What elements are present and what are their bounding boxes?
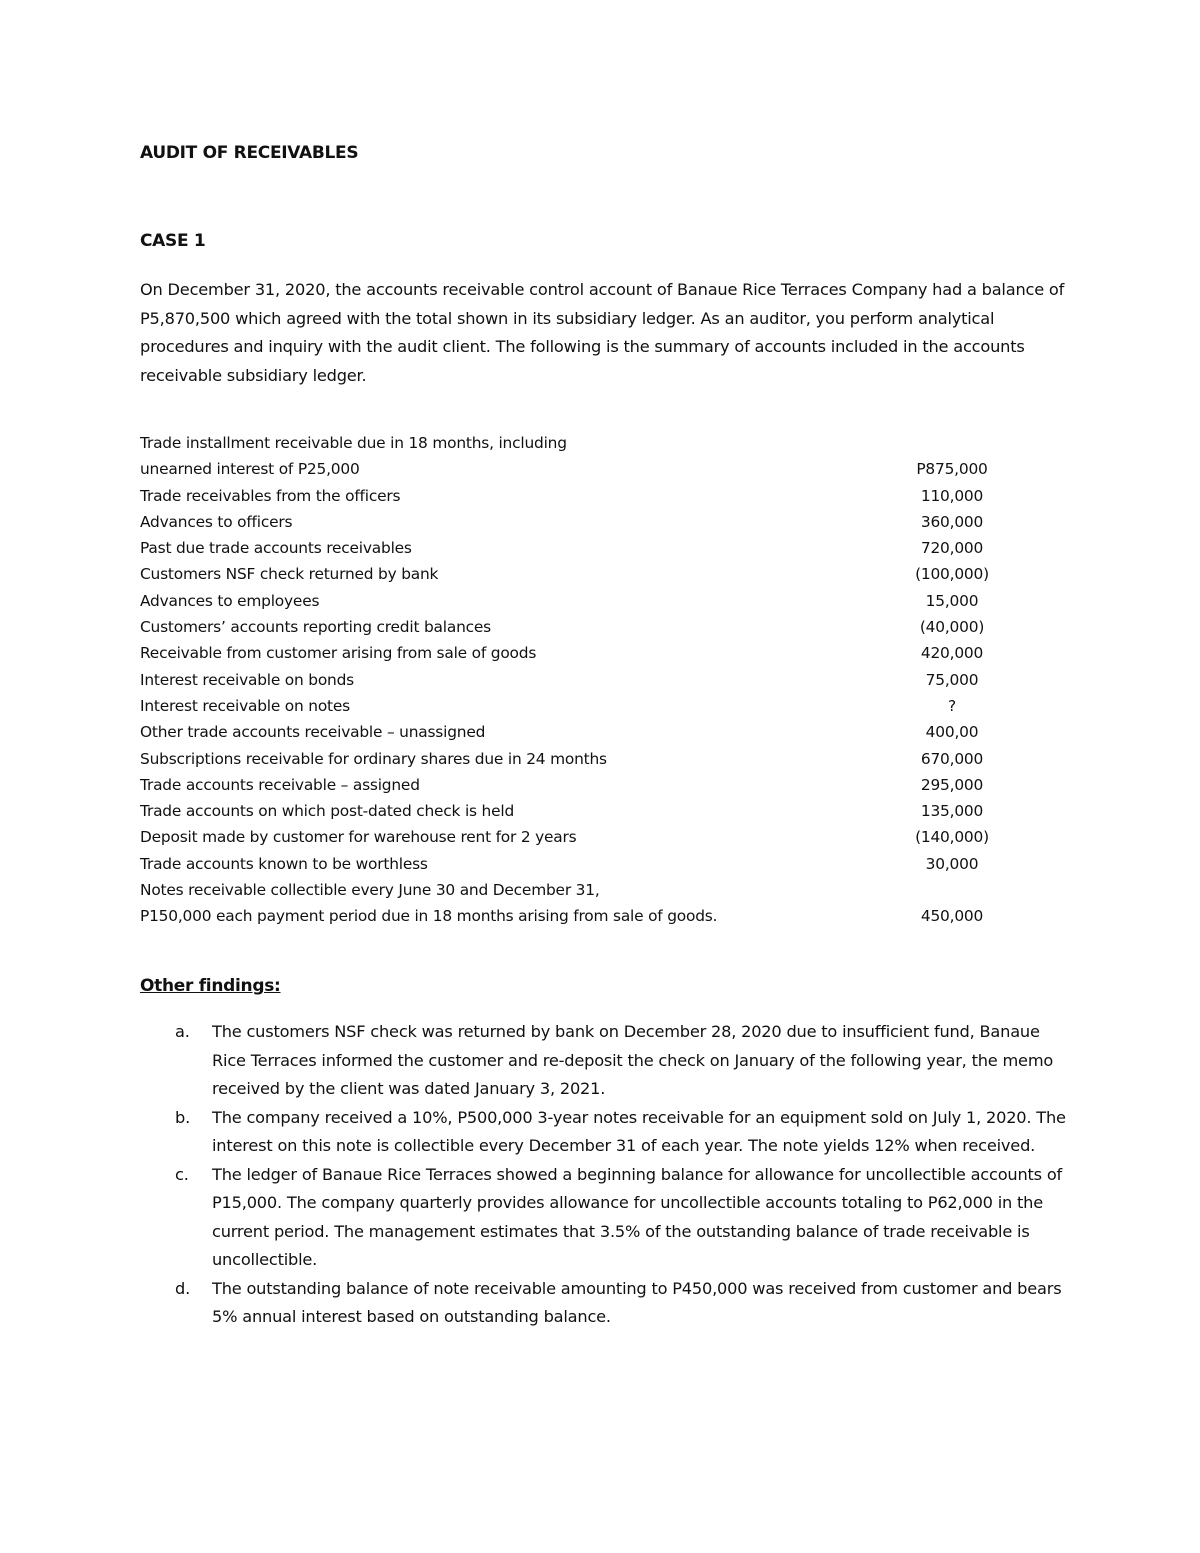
ledger-row — [140, 824, 1020, 850]
finding-letter: d. — [175, 1278, 191, 1298]
ledger-amount: 400,00 — [925, 723, 979, 742]
ledger-label: Notes receivable collectible every June 30 and December 31, — [140, 881, 600, 900]
intro-paragraph: On December 31, 2020, the accounts receivable control account of Banaue Rice Terraces Company had a balance of P5,870,500 which agreed with the total shown in its subsidiary ledger. As an auditor, you perform analytical procedures and inquiry with the audit client. The following is the summary of accounts included in the accounts receivable subsidiary ledger. — [140, 280, 1065, 386]
case-heading: CASE 1 — [140, 231, 206, 251]
ledger-amount: 670,000 — [920, 749, 984, 768]
ledger-row — [140, 640, 1020, 666]
finding-item — [140, 1275, 1070, 1332]
ledger-row — [140, 798, 1020, 824]
ledger-label: Advances to officers — [140, 512, 293, 531]
ledger-label: P150,000 each payment period due in 18 months arising from sale of goods. — [140, 907, 718, 926]
ledger-label: Advances to employees — [140, 591, 320, 610]
ledger-row — [140, 430, 1020, 456]
ledger-label: Deposit made by customer for warehouse rent for 2 years — [140, 828, 577, 847]
other-findings-heading: Other findings: — [140, 976, 281, 996]
finding-text: The customers NSF check was returned by bank on December 28, 2020 due to insufficient fund, Banaue Rice Terraces informed the customer and re-deposit the check on January of the following year, the memo received by the client was dated January 3, 2021. — [212, 1022, 1054, 1098]
ledger-label: Customers’ accounts reporting credit balances — [140, 618, 491, 637]
ledger-row — [140, 588, 1020, 614]
finding-text: The ledger of Banaue Rice Terraces showed a beginning balance for allowance for uncollectible accounts of P15,000. The company quarterly provides allowance for uncollectible accounts totaling to P62,000 in the current period. The management estimates that 3.5% of the outstanding balance of trade receivable is uncollectible. — [212, 1164, 1063, 1269]
ledger-row — [140, 693, 1020, 719]
ledger-amount: 15,000 — [925, 591, 979, 610]
ledger-label: Trade accounts receivable – assigned — [140, 775, 420, 794]
ledger-row — [140, 535, 1020, 561]
finding-text: The outstanding balance of note receivable amounting to P450,000 was received from customer and bears 5% annual interest based on outstanding balance. — [212, 1278, 1062, 1326]
ledger-label: Past due trade accounts receivables — [140, 539, 412, 558]
ledger-label: Interest receivable on notes — [140, 696, 350, 715]
findings-list — [140, 1018, 1070, 1332]
finding-item — [140, 1018, 1070, 1104]
finding-item — [140, 1161, 1070, 1275]
ledger-amount: 75,000 — [925, 670, 979, 689]
ledger-amount: 450,000 — [920, 907, 984, 926]
ledger-amount: 360,000 — [920, 512, 984, 531]
ledger-amount: (140,000) — [915, 828, 989, 847]
ledger-row — [140, 851, 1020, 877]
finding-text: The company received a 10%, P500,000 3-year notes receivable for an equipment sold on July 1, 2020. The interest on this note is collectible every December 31 of each year. The note yields 12% when received. — [212, 1107, 1066, 1155]
ledger-amount: ? — [948, 696, 956, 715]
ledger-row — [140, 667, 1020, 693]
ledger-label: Trade accounts known to be worthless — [140, 854, 428, 873]
ledger-row — [140, 746, 1020, 772]
ledger-row — [140, 877, 1020, 903]
ledger-amount: 30,000 — [925, 854, 979, 873]
ledger-row — [140, 903, 1020, 929]
ledger-row — [140, 483, 1020, 509]
ledger-label: Trade installment receivable due in 18 months, including — [140, 434, 567, 452]
ledger-amount: 720,000 — [920, 539, 984, 558]
ledger-amount: 295,000 — [920, 775, 984, 794]
ledger-label: Interest receivable on bonds — [140, 670, 355, 689]
ledger-row — [140, 614, 1020, 640]
ledger-label: Customers NSF check returned by bank — [140, 565, 439, 584]
ledger-label: Subscriptions receivable for ordinary shares due in 24 months — [140, 749, 607, 768]
finding-item — [140, 1104, 1070, 1161]
ledger-row — [140, 719, 1020, 745]
ledger-amount: 420,000 — [920, 644, 984, 663]
ledger-amount: 110,000 — [920, 486, 984, 505]
receivables-ledger — [140, 430, 1020, 930]
ledger-amount: (100,000) — [915, 565, 989, 584]
ledger-row — [140, 456, 1020, 482]
finding-letter: a. — [175, 1022, 190, 1041]
ledger-row — [140, 561, 1020, 587]
document-title: AUDIT OF RECEIVABLES — [140, 143, 359, 163]
ledger-amount: P875,000 — [916, 460, 988, 479]
ledger-amount: 135,000 — [920, 802, 984, 821]
ledger-amount: (40,000) — [919, 618, 985, 637]
ledger-label: unearned interest of P25,000 — [140, 460, 360, 479]
ledger-label: Receivable from customer arising from sale of goods — [140, 644, 537, 663]
ledger-row — [140, 772, 1020, 798]
ledger-label: Trade accounts on which post-dated check is held — [140, 802, 515, 821]
ledger-label: Other trade accounts receivable – unassigned — [140, 723, 486, 742]
ledger-row — [140, 509, 1020, 535]
finding-letter: c. — [175, 1164, 189, 1184]
finding-letter: b. — [175, 1107, 191, 1127]
ledger-label: Trade receivables from the officers — [140, 486, 401, 505]
